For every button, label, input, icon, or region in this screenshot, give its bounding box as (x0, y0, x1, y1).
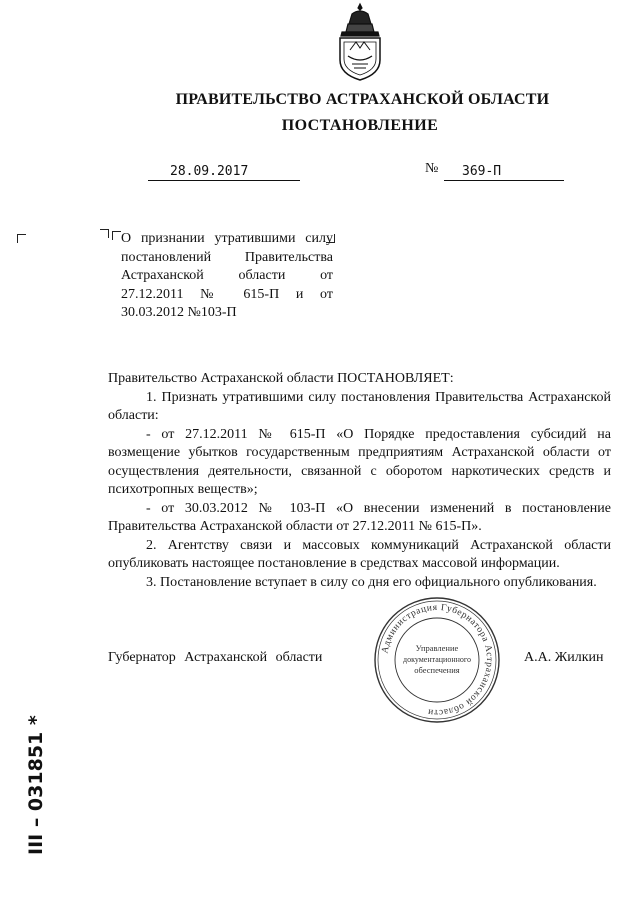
official-stamp (372, 595, 502, 725)
stamp-line-3: обеспечения (414, 665, 460, 675)
stamp-line-1: Управление (415, 643, 459, 653)
item-3: 3. Постановление вступает в силу со дня его официального опубликования. (146, 574, 597, 590)
number-field (444, 162, 564, 181)
date-field (148, 162, 300, 181)
document-body (108, 370, 611, 592)
signatory-name: А.А. Жилкин (524, 650, 604, 665)
stamp-ring-text: Администрация Губернатора Астраханской области (380, 602, 495, 718)
item-2: 2. Агентству связи и массовых коммуникаций Астраханской области опубликовать настоящее постановление в средствах массовой информации. (108, 537, 611, 571)
sub-item-2: - от 30.03.2012 № 103-П «О внесении изменений в постановление Правительства Астраханской области от 27.12.2011 № 615-П». (108, 500, 611, 534)
item-1: 1. Признать утратившими силу постановления Правительства Астраханской области: (108, 389, 611, 423)
signatory-role: Губернатор Астраханской области (108, 650, 323, 665)
sub-item-1: - от 27.12.2011 № 615-П «О Порядке предоставления субсидий на возмещение убытков государственным предприятиям Астраханской области от осуществления деятельности, связанной с оборотом наркотических средств и психотропных веществ»; (108, 426, 611, 497)
corner-mark-subject-left-b (112, 231, 121, 240)
document-date: 28.09.2017 (170, 164, 249, 179)
document-type: ПОСТАНОВЛЕНИЕ (281, 117, 439, 134)
government-title: ПРАВИТЕЛЬСТВО АСТРАХАНСКОЙ ОБЛАСТИ (175, 91, 550, 108)
corner-mark-subject-left-a (100, 229, 109, 238)
coat-of-arms-emblem (330, 2, 390, 88)
number-sign: № (425, 161, 439, 176)
stamp-line-2: документационного (403, 655, 471, 664)
document-number: 369-П (462, 164, 502, 179)
serial-code-text: III – 031851 * (25, 715, 47, 855)
corner-mark-left (17, 234, 26, 243)
serial-code (2, 697, 62, 857)
preamble: Правительство Астраханской области ПОСТАНОВЛЯЕТ: (108, 371, 454, 386)
document-subject: О признании утратившими силу постановлений Правительства Астраханской области от 27.12.2011 № 615-П и от 30.03.2012 №103-П (121, 231, 333, 321)
